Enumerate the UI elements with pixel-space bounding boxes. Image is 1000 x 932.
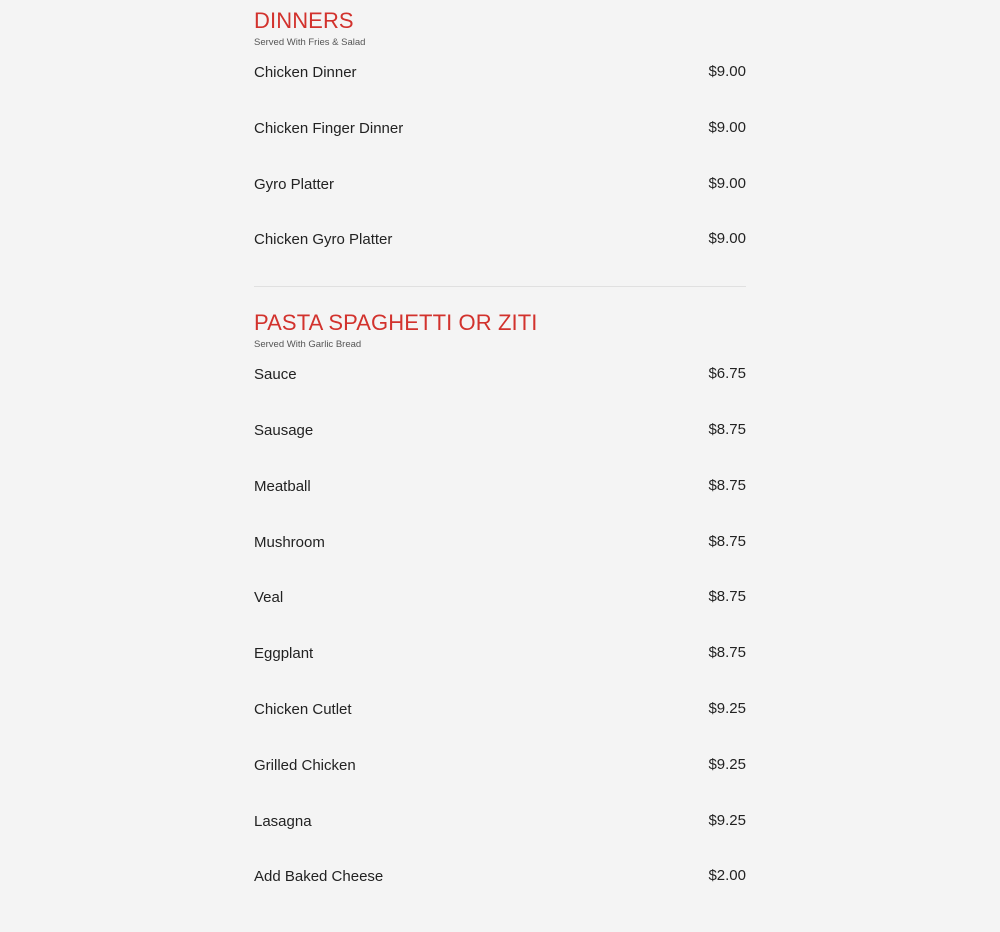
menu-item-name: Gyro Platter [254, 175, 335, 193]
section-title: PASTA SPAGHETTI OR ZITI [254, 310, 538, 336]
menu-item-price: $8.75 [708, 420, 746, 438]
menu-item [254, 588, 746, 644]
section-subtitle: Served With Garlic Bread [254, 339, 362, 351]
menu-item-name: Sauce [254, 366, 297, 384]
menu-item-price: $2.00 [708, 867, 746, 885]
menu-item [254, 421, 746, 477]
menu-item [254, 812, 746, 868]
menu-item-name: Chicken Cutlet [254, 700, 352, 718]
menu-item-name: Meatball [254, 477, 311, 495]
menu-item-name: Veal [254, 589, 284, 607]
section-subtitle: Served With Fries & Salad [254, 37, 366, 48]
menu-item-name: Grilled Chicken [254, 756, 356, 774]
menu-item-name: Chicken Finger Dinner [254, 119, 404, 137]
menu-item-price: $8.75 [708, 476, 746, 494]
menu-section-pasta [254, 310, 746, 923]
menu-item [254, 119, 746, 175]
menu-item [254, 63, 746, 119]
section-divider [254, 286, 746, 287]
menu-item-price: $9.00 [708, 63, 746, 80]
menu-item [254, 867, 746, 923]
menu-item [254, 533, 746, 589]
menu-section-dinners [254, 8, 746, 286]
menu-item [254, 365, 746, 421]
menu-item-name: Eggplant [254, 645, 314, 663]
menu-item-price: $9.25 [708, 755, 746, 773]
menu-item-name: Mushroom [254, 533, 325, 551]
menu-item [254, 644, 746, 700]
menu-item [254, 756, 746, 812]
menu-item-price: $9.00 [708, 174, 746, 192]
menu-item-price: $9.25 [708, 699, 746, 717]
menu-item-list [254, 63, 746, 286]
menu-item-price: $6.75 [708, 365, 746, 383]
menu [254, 0, 746, 923]
menu-item-price: $9.00 [708, 230, 746, 248]
menu-item-price: $9.00 [708, 118, 746, 136]
menu-item-price: $8.75 [708, 532, 746, 550]
menu-item-name: Chicken Dinner [254, 64, 357, 81]
menu-item-price: $9.25 [708, 811, 746, 829]
menu-item-name: Lasagna [254, 812, 312, 830]
menu-item [254, 230, 746, 286]
menu-item [254, 477, 746, 533]
menu-item-name: Sausage [254, 421, 314, 439]
menu-item-price: $8.75 [708, 644, 746, 662]
section-title: DINNERS [254, 8, 354, 33]
menu-item-price: $8.75 [708, 588, 746, 606]
menu-item-name: Chicken Gyro Platter [254, 231, 393, 249]
menu-item-list [254, 365, 746, 923]
menu-item-name: Add Baked Cheese [254, 868, 384, 886]
menu-item [254, 175, 746, 231]
menu-item [254, 700, 746, 756]
